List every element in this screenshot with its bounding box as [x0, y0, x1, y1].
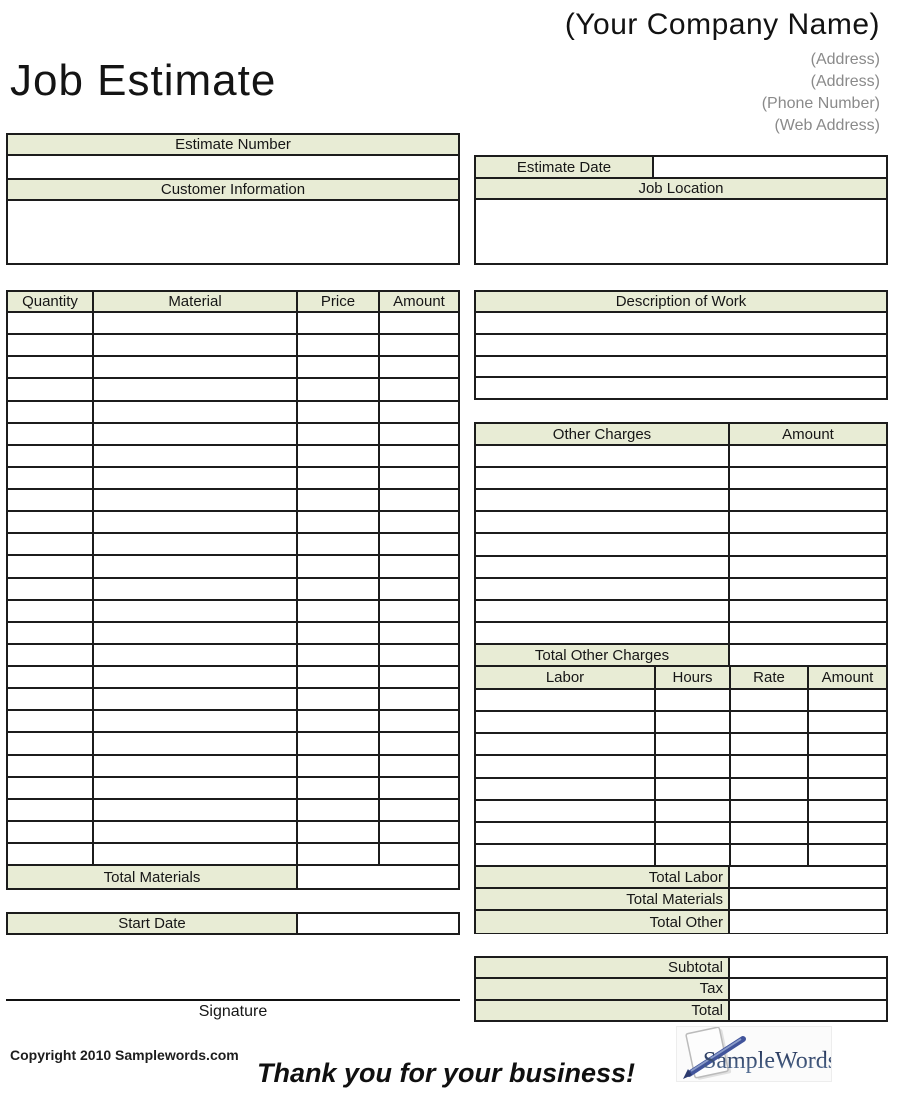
quantity-cell[interactable]: [8, 534, 94, 554]
materials-row: [8, 534, 458, 556]
quantity-cell[interactable]: [8, 711, 94, 731]
description-line-cell[interactable]: [476, 313, 886, 333]
samplewords-logo-text: SampleWords: [703, 1048, 831, 1074]
material-cell[interactable]: [94, 689, 298, 709]
amount-cell[interactable]: [380, 556, 458, 576]
total-other-charges-label: Total Other Charges: [476, 645, 730, 665]
amount-cell[interactable]: [380, 778, 458, 798]
other-charges-header-row: [476, 424, 886, 446]
material-cell[interactable]: [94, 357, 298, 377]
materials-row: [8, 711, 458, 733]
labor-description-cell[interactable]: [476, 779, 656, 799]
other-charge-row: [476, 557, 886, 579]
customer-info-table: [6, 133, 460, 265]
price-cell[interactable]: [298, 424, 380, 444]
quantity-cell[interactable]: [8, 357, 94, 377]
quantity-cell[interactable]: [8, 756, 94, 776]
material-cell[interactable]: [94, 800, 298, 820]
job-info-table: [474, 155, 888, 265]
labor-header-row: [476, 667, 886, 690]
labor-hours-cell[interactable]: [656, 845, 731, 865]
amount-cell[interactable]: [380, 733, 458, 753]
description-line-row: [476, 335, 886, 357]
amount-cell[interactable]: [380, 601, 458, 621]
rate-header: Rate: [731, 667, 809, 688]
quantity-cell[interactable]: [8, 733, 94, 753]
description-of-work-rows: [476, 313, 886, 398]
other-charge-description-cell[interactable]: [476, 579, 730, 599]
labor-rate-cell[interactable]: [731, 801, 809, 821]
material-cell[interactable]: [94, 446, 298, 466]
subtotal-value[interactable]: [730, 958, 886, 977]
estimate-number-input[interactable]: [8, 156, 458, 180]
estimate-number-header: Estimate Number: [8, 135, 458, 156]
other-charge-row: [476, 601, 886, 623]
price-cell[interactable]: [298, 756, 380, 776]
total-materials-right-row: [476, 889, 886, 911]
other-charge-amount-cell[interactable]: [730, 623, 886, 643]
materials-row: [8, 601, 458, 623]
materials-row: [8, 335, 458, 357]
price-cell[interactable]: [298, 689, 380, 709]
other-charge-amount-cell[interactable]: [730, 534, 886, 554]
company-web-address: (Web Address): [774, 117, 880, 134]
amount-cell[interactable]: [380, 357, 458, 377]
price-cell[interactable]: [298, 468, 380, 488]
material-cell[interactable]: [94, 756, 298, 776]
materials-row: [8, 800, 458, 822]
subtotal-row: [476, 958, 886, 979]
labor-description-cell[interactable]: [476, 734, 656, 754]
total-other-charges-row: [476, 645, 886, 667]
amount-cell[interactable]: [380, 689, 458, 709]
labor-amount-cell[interactable]: [809, 823, 886, 843]
labor-rate-cell[interactable]: [731, 734, 809, 754]
labor-amount-cell[interactable]: [809, 756, 886, 776]
quantity-cell[interactable]: [8, 822, 94, 842]
amount-cell[interactable]: [380, 379, 458, 399]
company-address-line-1: (Address): [810, 51, 880, 68]
labor-description-cell[interactable]: [476, 690, 656, 710]
other-charges-header: Other Charges: [476, 424, 730, 444]
quantity-cell[interactable]: [8, 490, 94, 510]
materials-row: [8, 689, 458, 711]
labor-row: [476, 845, 886, 865]
labor-amount-cell[interactable]: [809, 734, 886, 754]
quantity-cell[interactable]: [8, 778, 94, 798]
materials-row: [8, 756, 458, 778]
other-charge-description-cell[interactable]: [476, 512, 730, 532]
price-cell[interactable]: [298, 357, 380, 377]
materials-row: [8, 844, 458, 864]
other-charge-amount-cell[interactable]: [730, 446, 886, 466]
other-charge-row: [476, 623, 886, 643]
labor-row: [476, 779, 886, 801]
price-cell[interactable]: [298, 402, 380, 422]
total-other-row: [476, 911, 886, 933]
materials-row: [8, 579, 458, 601]
material-cell[interactable]: [94, 424, 298, 444]
other-charge-description-cell[interactable]: [476, 623, 730, 643]
other-charge-description-cell[interactable]: [476, 446, 730, 466]
amount-cell[interactable]: [380, 490, 458, 510]
materials-row: [8, 446, 458, 468]
material-cell[interactable]: [94, 601, 298, 621]
estimate-date-label: Estimate Date: [476, 157, 654, 177]
labor-amount-cell[interactable]: [809, 779, 886, 799]
amount-cell[interactable]: [380, 822, 458, 842]
other-charge-row: [476, 579, 886, 601]
materials-row: [8, 424, 458, 446]
job-location-input[interactable]: [476, 200, 886, 263]
other-charge-row: [476, 490, 886, 512]
labor-row: [476, 734, 886, 756]
quantity-header: Quantity: [8, 292, 94, 311]
thank-you-message: Thank you for your business!: [256, 1058, 636, 1088]
material-cell[interactable]: [94, 778, 298, 798]
amount-cell[interactable]: [380, 844, 458, 864]
customer-information-header: Customer Information: [8, 180, 458, 201]
other-charge-amount-cell[interactable]: [730, 579, 886, 599]
materials-row: [8, 402, 458, 424]
description-of-work-table: [474, 290, 888, 400]
quantity-cell[interactable]: [8, 313, 94, 333]
amount-cell[interactable]: [380, 579, 458, 599]
total-other-charges-value[interactable]: [730, 645, 886, 665]
other-charge-description-cell[interactable]: [476, 490, 730, 510]
labor-rate-cell[interactable]: [731, 845, 809, 865]
start-date-table: [6, 912, 460, 935]
other-charge-row: [476, 446, 886, 468]
amount-cell[interactable]: [380, 313, 458, 333]
amount-cell[interactable]: [380, 645, 458, 665]
quantity-cell[interactable]: [8, 601, 94, 621]
company-phone: (Phone Number): [761, 95, 880, 112]
material-cell[interactable]: [94, 645, 298, 665]
quantity-cell[interactable]: [8, 689, 94, 709]
quantity-cell[interactable]: [8, 446, 94, 466]
materials-row: [8, 733, 458, 755]
quantity-cell[interactable]: [8, 402, 94, 422]
quantity-cell[interactable]: [8, 667, 94, 687]
price-cell[interactable]: [298, 822, 380, 842]
labor-rate-cell[interactable]: [731, 712, 809, 732]
materials-row: [8, 512, 458, 534]
other-charge-amount-cell[interactable]: [730, 490, 886, 510]
price-cell[interactable]: [298, 379, 380, 399]
quantity-cell[interactable]: [8, 424, 94, 444]
amount-cell[interactable]: [380, 512, 458, 532]
price-cell[interactable]: [298, 711, 380, 731]
total-materials-value[interactable]: [298, 866, 458, 888]
price-cell[interactable]: [298, 446, 380, 466]
copyright-text: Copyright 2010 Samplewords.com: [10, 1047, 239, 1063]
labor-rate-cell[interactable]: [731, 779, 809, 799]
amount-cell[interactable]: [380, 446, 458, 466]
total-labor-row: [476, 867, 886, 889]
labor-row: [476, 690, 886, 712]
material-cell[interactable]: [94, 579, 298, 599]
price-cell[interactable]: [298, 800, 380, 820]
material-cell[interactable]: [94, 313, 298, 333]
price-cell[interactable]: [298, 667, 380, 687]
labor-description-cell[interactable]: [476, 801, 656, 821]
quantity-cell[interactable]: [8, 468, 94, 488]
signature-label: Signature: [198, 1003, 268, 1020]
labor-row: [476, 712, 886, 734]
other-charge-row: [476, 468, 886, 490]
total-materials-right-label: Total Materials: [476, 889, 730, 909]
amount-cell[interactable]: [380, 623, 458, 643]
description-line-cell[interactable]: [476, 357, 886, 377]
start-date-label: Start Date: [8, 914, 298, 933]
price-cell[interactable]: [298, 778, 380, 798]
tax-label: Tax: [476, 979, 730, 998]
material-cell[interactable]: [94, 534, 298, 554]
description-line-row: [476, 378, 886, 398]
labor-rate-cell[interactable]: [731, 690, 809, 710]
amount-cell[interactable]: [380, 335, 458, 355]
materials-row: [8, 490, 458, 512]
labor-amount-cell[interactable]: [809, 712, 886, 732]
amount-cell[interactable]: [380, 468, 458, 488]
price-cell[interactable]: [298, 579, 380, 599]
price-cell[interactable]: [298, 645, 380, 665]
description-of-work-header: Description of Work: [476, 292, 886, 313]
labor-description-cell[interactable]: [476, 845, 656, 865]
amount-cell[interactable]: [380, 756, 458, 776]
labor-rows: [476, 690, 886, 867]
samplewords-logo-graphic: [677, 1027, 831, 1081]
total-label: Total: [476, 1001, 730, 1020]
material-cell[interactable]: [94, 733, 298, 753]
materials-table: [6, 290, 460, 890]
labor-hours-cell[interactable]: [656, 823, 731, 843]
quantity-cell[interactable]: [8, 335, 94, 355]
labor-hours-cell[interactable]: [656, 690, 731, 710]
quantity-cell[interactable]: [8, 844, 94, 864]
amount-cell[interactable]: [380, 424, 458, 444]
price-header: Price: [298, 292, 380, 311]
quantity-cell[interactable]: [8, 645, 94, 665]
other-charge-description-cell[interactable]: [476, 534, 730, 554]
labor-amount-cell[interactable]: [809, 690, 886, 710]
labor-amount-header: Amount: [809, 667, 886, 688]
labor-amount-cell[interactable]: [809, 801, 886, 821]
start-date-row: [8, 914, 458, 933]
material-cell[interactable]: [94, 822, 298, 842]
material-cell[interactable]: [94, 667, 298, 687]
tax-row: [476, 979, 886, 1000]
tax-value[interactable]: [730, 979, 886, 998]
amount-cell[interactable]: [380, 711, 458, 731]
amount-cell[interactable]: [380, 402, 458, 422]
labor-description-cell[interactable]: [476, 823, 656, 843]
description-line-cell[interactable]: [476, 335, 886, 355]
labor-description-cell[interactable]: [476, 712, 656, 732]
labor-hours-cell[interactable]: [656, 801, 731, 821]
estimate-date-row: [476, 157, 886, 179]
other-charges-and-labor-table: [474, 422, 888, 934]
materials-rows: [8, 313, 458, 866]
materials-row: [8, 822, 458, 844]
material-cell[interactable]: [94, 335, 298, 355]
total-other-value[interactable]: [730, 911, 886, 933]
quantity-cell[interactable]: [8, 623, 94, 643]
labor-rate-cell[interactable]: [731, 756, 809, 776]
quantity-cell[interactable]: [8, 512, 94, 532]
total-materials-row: [8, 866, 458, 888]
labor-row: [476, 801, 886, 823]
price-cell[interactable]: [298, 534, 380, 554]
labor-hours-cell[interactable]: [656, 779, 731, 799]
price-cell[interactable]: [298, 512, 380, 532]
labor-header: Labor: [476, 667, 656, 688]
material-cell[interactable]: [94, 512, 298, 532]
material-cell[interactable]: [94, 402, 298, 422]
total-other-label: Total Other: [476, 911, 730, 933]
start-date-input[interactable]: [298, 914, 458, 933]
other-charge-description-cell[interactable]: [476, 468, 730, 488]
price-cell[interactable]: [298, 623, 380, 643]
quantity-cell[interactable]: [8, 379, 94, 399]
labor-description-cell[interactable]: [476, 756, 656, 776]
materials-row: [8, 556, 458, 578]
quantity-cell[interactable]: [8, 800, 94, 820]
amount-cell[interactable]: [380, 800, 458, 820]
price-cell[interactable]: [298, 490, 380, 510]
total-labor-label: Total Labor: [476, 867, 730, 887]
job-location-header: Job Location: [476, 179, 886, 200]
quantity-cell[interactable]: [8, 556, 94, 576]
materials-row: [8, 645, 458, 667]
other-charge-description-cell[interactable]: [476, 601, 730, 621]
labor-rate-cell[interactable]: [731, 823, 809, 843]
other-charge-amount-cell[interactable]: [730, 512, 886, 532]
description-line-row: [476, 357, 886, 379]
material-cell[interactable]: [94, 556, 298, 576]
total-materials-label: Total Materials: [8, 866, 298, 888]
total-row: [476, 1001, 886, 1020]
signature-line[interactable]: [6, 999, 460, 1001]
subtotal-label: Subtotal: [476, 958, 730, 977]
estimate-date-input[interactable]: [654, 157, 886, 177]
labor-row: [476, 756, 886, 778]
materials-row: [8, 623, 458, 645]
price-cell[interactable]: [298, 335, 380, 355]
other-charge-amount-cell[interactable]: [730, 601, 886, 621]
material-cell[interactable]: [94, 711, 298, 731]
other-charge-description-cell[interactable]: [476, 557, 730, 577]
materials-row: [8, 667, 458, 689]
company-address-line-2: (Address): [810, 73, 880, 90]
labor-hours-cell[interactable]: [656, 734, 731, 754]
other-charge-amount-cell[interactable]: [730, 557, 886, 577]
total-labor-value[interactable]: [730, 867, 886, 887]
material-cell[interactable]: [94, 844, 298, 864]
other-charges-rows: [476, 446, 886, 645]
amount-cell[interactable]: [380, 667, 458, 687]
quantity-cell[interactable]: [8, 579, 94, 599]
description-line-row: [476, 313, 886, 335]
materials-row: [8, 379, 458, 401]
other-charge-row: [476, 512, 886, 534]
samplewords-logo: [676, 1026, 832, 1082]
page-title: Job Estimate: [10, 56, 277, 105]
description-line-cell[interactable]: [476, 378, 886, 398]
labor-row: [476, 823, 886, 845]
material-cell[interactable]: [94, 379, 298, 399]
labor-amount-cell[interactable]: [809, 845, 886, 865]
material-cell[interactable]: [94, 490, 298, 510]
total-value[interactable]: [730, 1001, 886, 1020]
materials-header-row: [8, 292, 458, 313]
materials-row: [8, 357, 458, 379]
materials-row: [8, 778, 458, 800]
price-cell[interactable]: [298, 733, 380, 753]
price-cell[interactable]: [298, 313, 380, 333]
other-charge-amount-cell[interactable]: [730, 468, 886, 488]
material-cell[interactable]: [94, 623, 298, 643]
price-cell[interactable]: [298, 601, 380, 621]
company-block: [565, 8, 880, 137]
price-cell[interactable]: [298, 556, 380, 576]
amount-cell[interactable]: [380, 534, 458, 554]
other-charges-amount-header: Amount: [730, 424, 886, 444]
labor-hours-cell[interactable]: [656, 756, 731, 776]
material-cell[interactable]: [94, 468, 298, 488]
labor-hours-cell[interactable]: [656, 712, 731, 732]
company-name: (Your Company Name): [564, 8, 880, 41]
price-cell[interactable]: [298, 844, 380, 864]
total-materials-right-value[interactable]: [730, 889, 886, 909]
amount-header: Amount: [380, 292, 458, 311]
hours-header: Hours: [656, 667, 731, 688]
summary-table: [474, 956, 888, 1022]
material-header: Material: [94, 292, 298, 311]
materials-row: [8, 468, 458, 490]
customer-information-input[interactable]: [8, 201, 458, 263]
other-charge-row: [476, 534, 886, 556]
materials-row: [8, 313, 458, 335]
